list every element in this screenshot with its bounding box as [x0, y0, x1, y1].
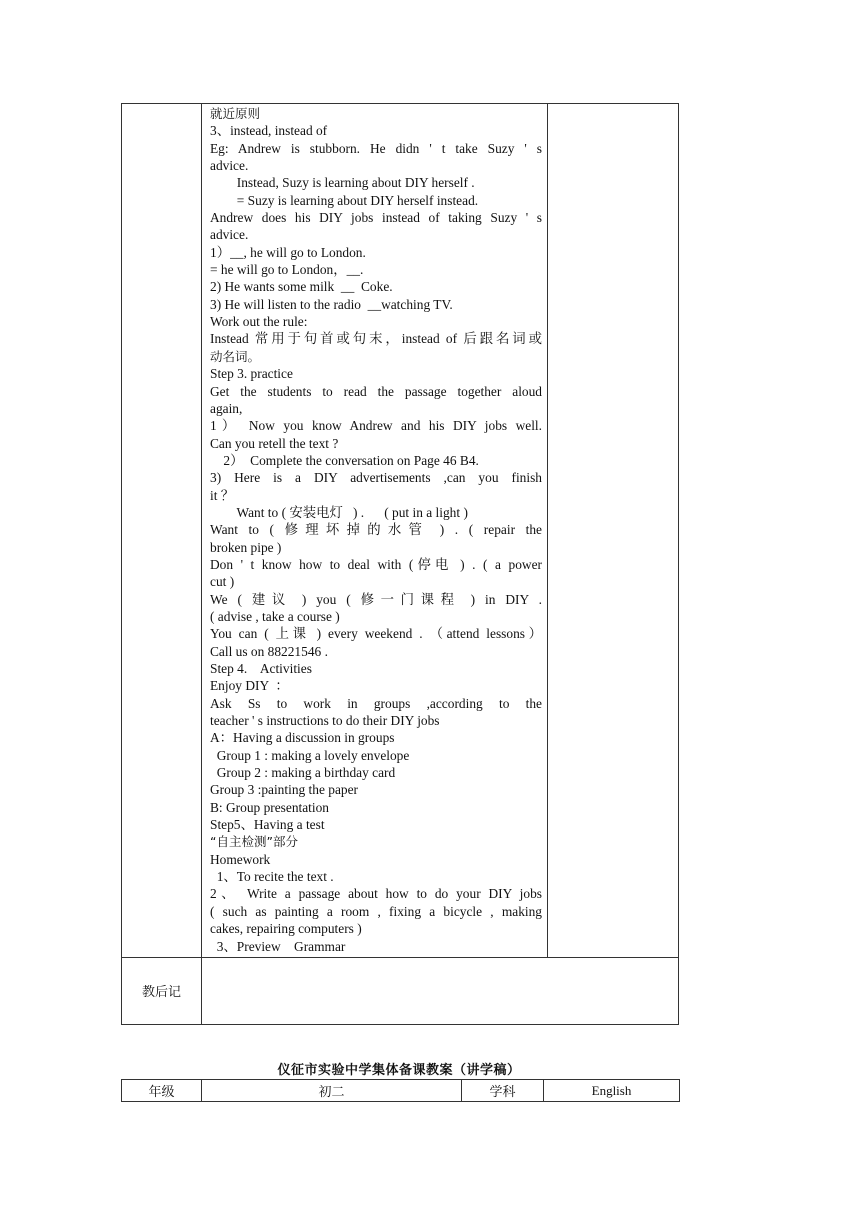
lesson-line: Ask Ss to work in groups ,according to the [210, 695, 542, 711]
lesson-line: “自主检测”部分 [210, 834, 298, 850]
info-row [122, 1080, 680, 1102]
document-title: 仪征市实验中学集体备课教案（讲学稿） [277, 1063, 521, 1078]
lesson-line: cakes, repairing computers ) [210, 921, 362, 937]
lesson-line: Andrew does his DIY jobs instead of taking Suzy ' s [210, 210, 542, 226]
lesson-line: 3、Preview Grammar [210, 938, 346, 954]
lesson-line: 3、instead, instead of [210, 123, 328, 139]
lesson-line: Instead 常用于句首或句末，instead of 后跟名词或 [210, 331, 542, 347]
lesson-line: = Suzy is learning about DIY herself instead. [210, 192, 479, 208]
subject-value: English [544, 1080, 680, 1102]
lesson-line: Group 3 :painting the paper [210, 782, 359, 798]
lesson-line: We ( 建议 ) you ( 修一门课程 ) in DIY . [210, 591, 542, 607]
lesson-line: Want to ( 修理坏掉的水管 ) . ( repair the [210, 522, 542, 538]
lesson-line: advice. [210, 227, 249, 243]
reflection-content-cell [202, 957, 679, 1024]
lesson-line: Step 4. Activities [210, 661, 312, 676]
lesson-line: 2） Complete the conversation on Page 46 B4. [210, 452, 479, 468]
lesson-line: Want to ( 安装电灯 ) . ( put in a light ) [210, 504, 468, 520]
lesson-line: Can you retell the text ? [210, 435, 339, 451]
lesson-plan-table [121, 103, 679, 1025]
lesson-line: 2) He wants some milk __ Coke. [210, 279, 393, 295]
lesson-line: A：Having a discussion in groups [210, 730, 395, 746]
lesson-line: 3) Here is a DIY advertisements ,can you finish [210, 470, 542, 486]
lesson-line: Step5、Having a test [210, 817, 325, 833]
left-blank-cell [122, 104, 202, 958]
lesson-line: 1） Now you know Andrew and his DIY jobs well. [210, 418, 542, 434]
lesson-line: Homework [210, 851, 271, 867]
lesson-line: Instead, Suzy is learning about DIY herself . [210, 175, 475, 191]
lesson-line: Step 3. practice [210, 366, 293, 382]
lesson-line: 1、To recite the text . [210, 869, 334, 885]
lesson-line: ( advise , take a course ) [210, 608, 340, 624]
lesson-content-cell [202, 104, 548, 958]
grade-label: 年级 [122, 1080, 202, 1102]
lesson-line: ( such as painting a room , fixing a bicycle , making [210, 903, 542, 919]
lesson-line: 3) He will listen to the radio __watching TV. [210, 296, 453, 312]
reflection-label: 教后记 [122, 957, 202, 1024]
lesson-line: Group 1 : making a lovely envelope [210, 747, 410, 763]
lesson-line: 就近原则 [210, 106, 261, 121]
lesson-line: advice. [210, 158, 249, 174]
lesson-line: cut ) [210, 574, 235, 590]
lesson-line: Enjoy DIY ： [210, 678, 289, 694]
lesson-line: again, [210, 400, 243, 416]
lesson-line: 动名词。 [210, 348, 261, 364]
grade-value: 初二 [202, 1080, 462, 1102]
subject-label: 学科 [462, 1080, 544, 1102]
lesson-line: Group 2 : making a birthday card [210, 765, 396, 781]
lesson-line: = he will go to London，__. [210, 262, 364, 278]
lesson-line: Call us on 88221546 . [210, 643, 328, 659]
lesson-line: teacher ' s instructions to do their DIY jobs [210, 713, 440, 729]
lesson-line: Eg: Andrew is stubborn. He didn ' t take Suzy ' s [210, 140, 542, 156]
lesson-line: broken pipe ) [210, 539, 282, 555]
lesson-line: Work out the rule: [210, 314, 308, 330]
lesson-line: Don ' t know how to deal with (停电 ) . ( a power [210, 556, 542, 572]
reflection-row [122, 957, 679, 1024]
lesson-content-row [122, 104, 679, 958]
lesson-line: it ？ [210, 487, 235, 503]
notes-blank-cell [548, 104, 679, 958]
lesson-line: Get the students to read the passage together aloud [210, 383, 542, 399]
lesson-line: You can ( 上课 ) every weekend . （attend lessons） [210, 626, 542, 642]
lesson-content [202, 104, 547, 957]
lesson-line: B: Group presentation [210, 799, 330, 815]
info-table [121, 1079, 680, 1102]
lesson-line: 1）__, he will go to London. [210, 244, 366, 260]
lesson-line: 2、 Write a passage about how to do your DIY jobs [210, 886, 542, 902]
